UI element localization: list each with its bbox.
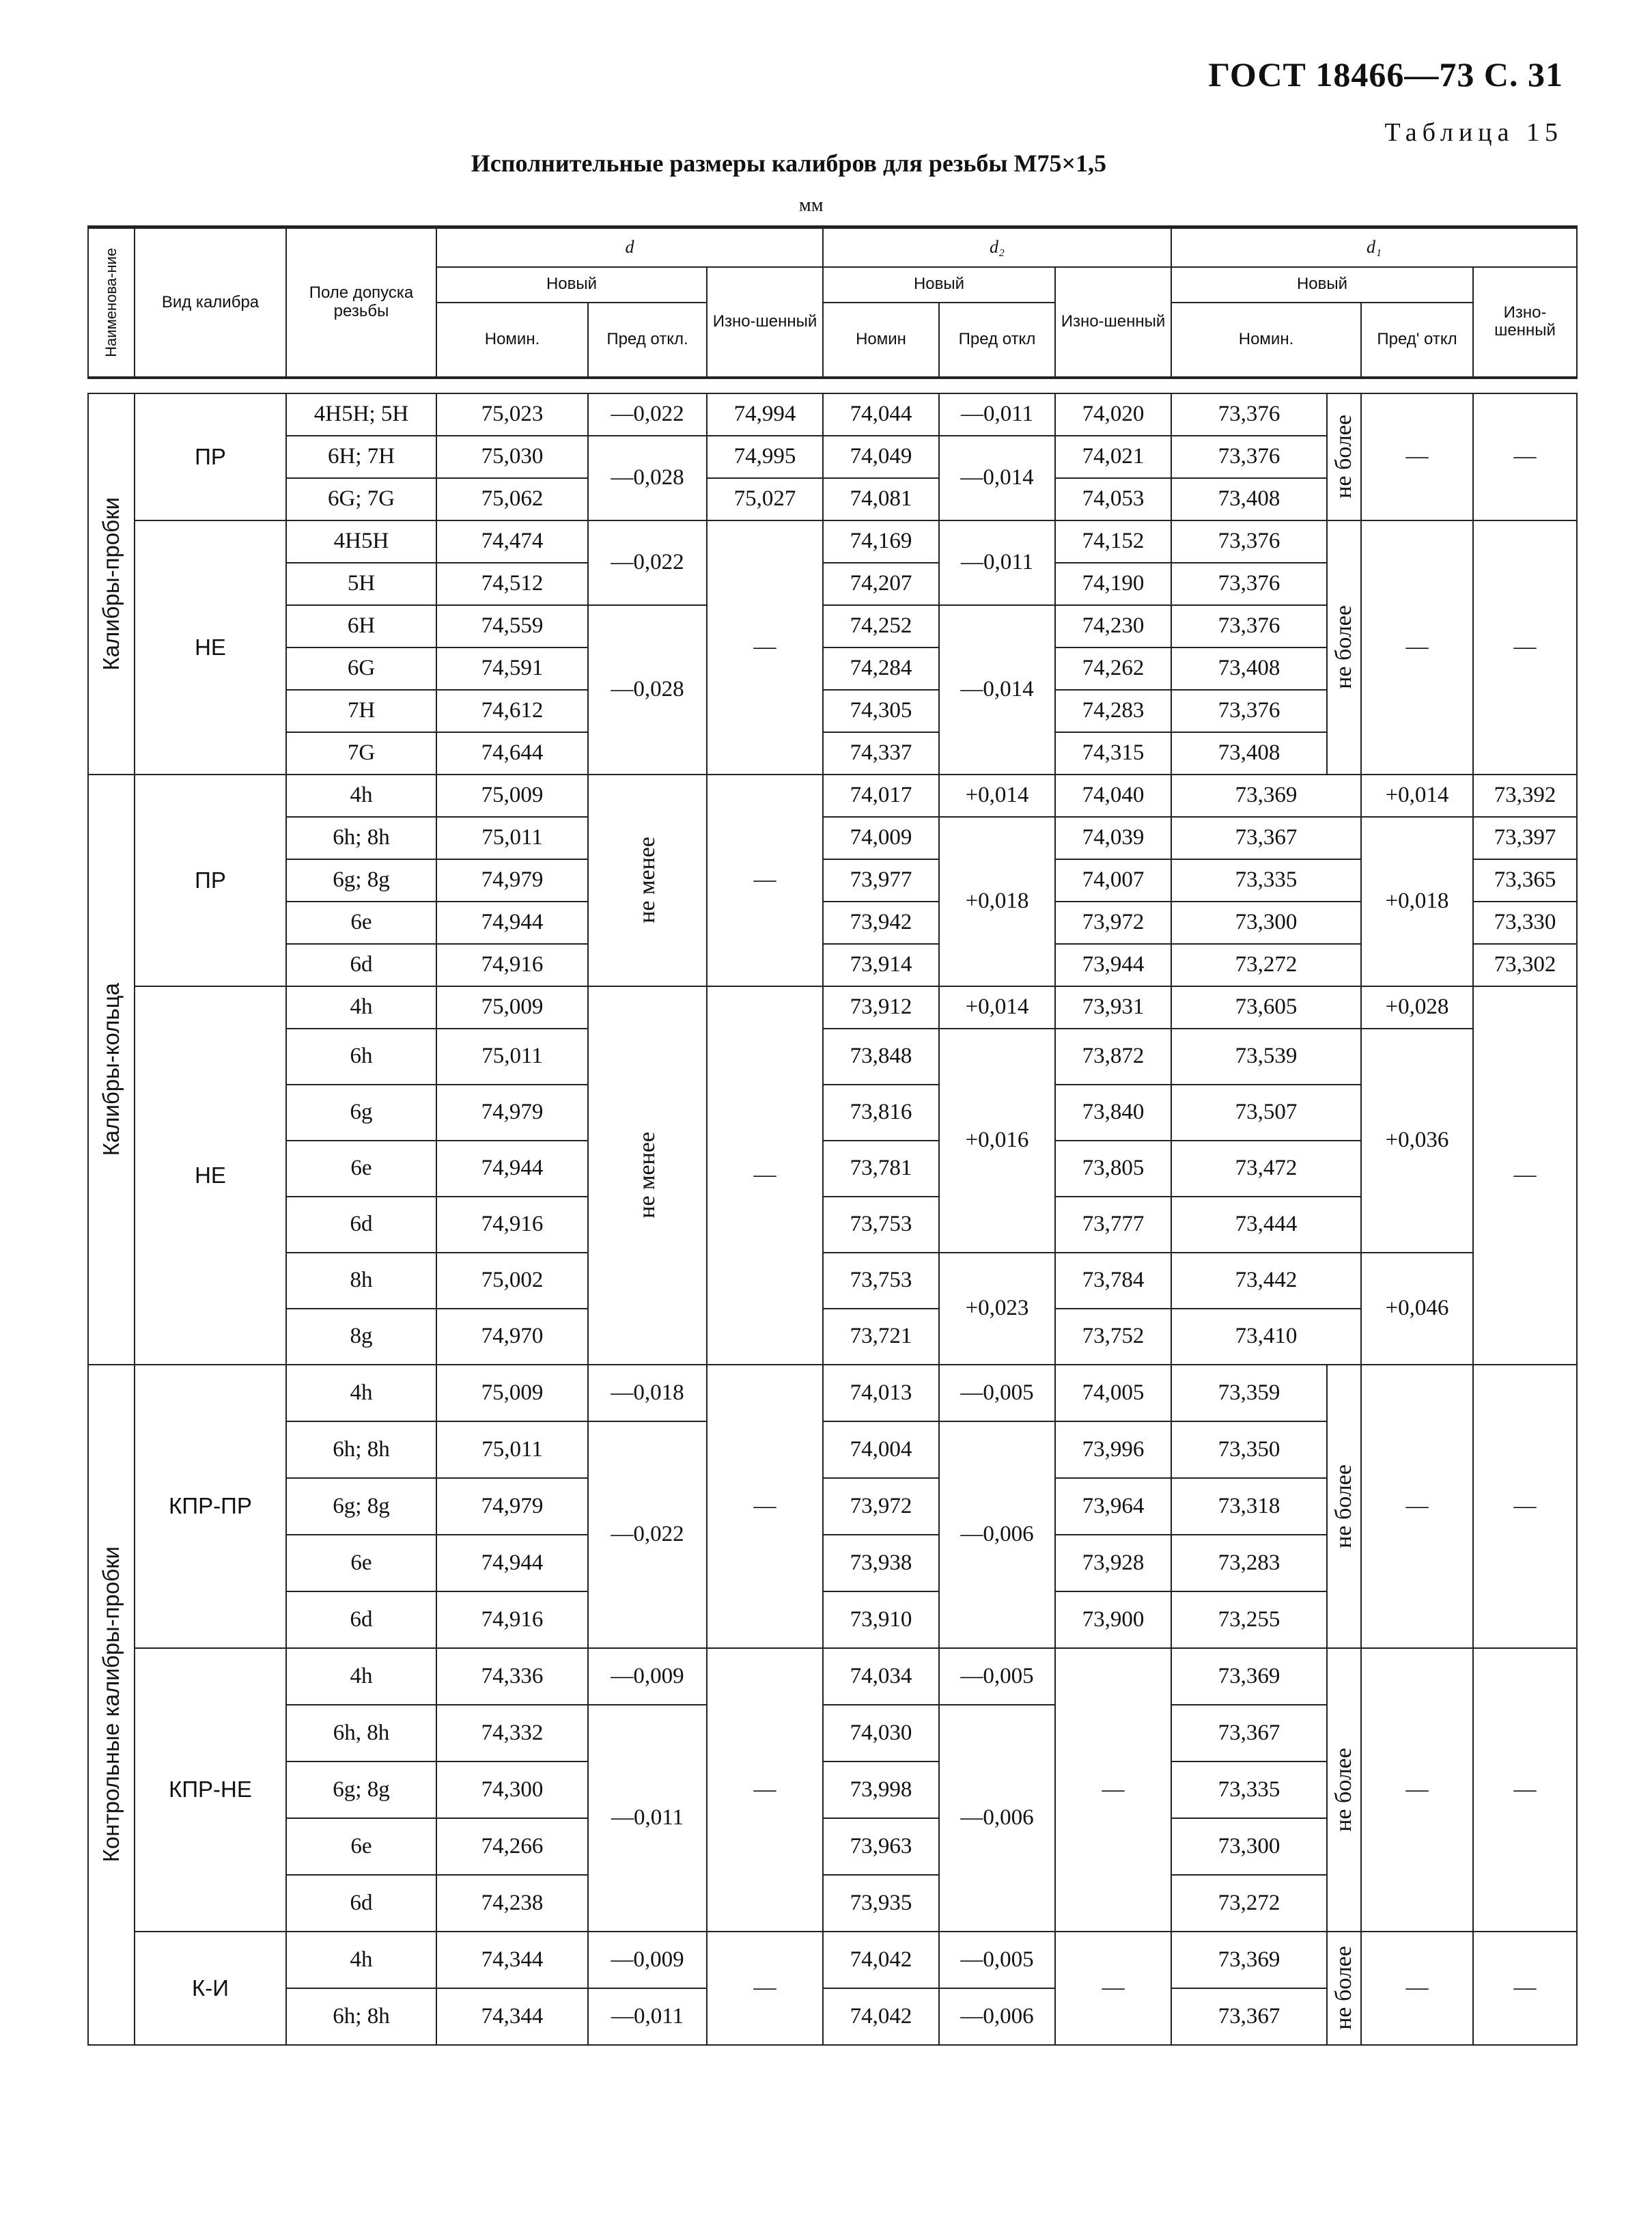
d1-worn-cell: —	[1473, 1365, 1577, 1648]
d-dev-cell: —0,009	[588, 1648, 707, 1705]
units-label: мм	[799, 195, 824, 216]
d-nom-cell: 74,944	[436, 1535, 588, 1591]
d2-nom-cell: 74,030	[823, 1705, 939, 1761]
d-nom-cell: 74,300	[436, 1761, 588, 1818]
d2-worn-cell: 74,262	[1055, 647, 1171, 690]
tolerance-cell: 4H5H; 5H	[286, 393, 436, 436]
col-d1-header: d₁	[1171, 227, 1577, 267]
d2-nom-cell: 73,942	[823, 902, 939, 944]
d2-dev-cell: —0,014	[939, 436, 1055, 520]
tolerance-cell: 6G; 7G	[286, 478, 436, 520]
d-dev-cell: —0,028	[588, 605, 707, 775]
d1-new-header: Новый	[1171, 267, 1473, 303]
tolerance-cell: 6h; 8h	[286, 1421, 436, 1478]
d2-worn-cell: 74,040	[1055, 775, 1171, 817]
d-dev-header: Пред откл.	[588, 303, 707, 378]
d-nom-cell: 75,009	[436, 775, 588, 817]
d1-worn-cell: 73,397	[1473, 817, 1577, 859]
gauge-kind: НЕ	[135, 520, 286, 775]
d2-nom-cell: 73,938	[823, 1535, 939, 1591]
d1-dev-cell: +0,036	[1361, 1029, 1473, 1253]
d2-worn-cell: 74,152	[1055, 520, 1171, 563]
d2-nom-cell: 73,972	[823, 1478, 939, 1535]
d1-nom-cell: 73,255	[1171, 1591, 1327, 1648]
d1-nom-cell: 73,335	[1171, 1761, 1327, 1818]
d-nom-cell: 75,002	[436, 1253, 588, 1309]
d-dev-cell: —0,022	[588, 393, 707, 436]
d2-nom-cell: 74,049	[823, 436, 939, 478]
tolerance-cell: 6g; 8g	[286, 1761, 436, 1818]
d-nom-cell: 75,011	[436, 1421, 588, 1478]
d-dev-cell: —0,028	[588, 436, 707, 520]
table-number: Таблица 15	[1384, 118, 1563, 147]
d2-nom-cell: 74,009	[823, 817, 939, 859]
d2-nom-cell: 73,848	[823, 1029, 939, 1085]
note-ne-bolee: не более	[1327, 1932, 1361, 2045]
d1-nom-cell: 73,359	[1171, 1365, 1327, 1421]
table-row	[88, 775, 1577, 817]
table-row	[88, 520, 1577, 563]
d2-worn-cell: —	[1055, 1648, 1171, 1932]
group-ring-gauges: Калибры-кольца	[88, 775, 135, 1365]
d2-worn-cell: 73,996	[1055, 1421, 1171, 1478]
table-row	[88, 1309, 1577, 1365]
d2-nom-cell: 74,034	[823, 1648, 939, 1705]
note-ne-menee: не менее	[588, 986, 707, 1365]
d-worn-cell: 75,027	[707, 478, 823, 520]
d-nom-cell: 74,591	[436, 647, 588, 690]
d1-dev-cell: —	[1361, 1365, 1473, 1648]
d2-worn-cell: 74,283	[1055, 690, 1171, 732]
d-worn-header: Изно-шенный	[707, 267, 823, 378]
d2-nom-cell: 73,816	[823, 1085, 939, 1141]
tolerance-cell: 4h	[286, 1648, 436, 1705]
table-row	[88, 1253, 1577, 1309]
d-worn-cell: —	[707, 986, 823, 1365]
table-row	[88, 902, 1577, 944]
d-nom-header: Номин.	[436, 303, 588, 378]
d-nom-cell: 74,916	[436, 1591, 588, 1648]
tolerance-cell: 6e	[286, 1141, 436, 1197]
d-nom-cell: 74,238	[436, 1875, 588, 1932]
d2-nom-cell: 73,963	[823, 1818, 939, 1875]
d2-nom-cell: 74,042	[823, 1988, 939, 2045]
tolerance-cell: 6H; 7H	[286, 436, 436, 478]
d2-nom-cell: 73,910	[823, 1591, 939, 1648]
d1-nom-cell: 73,335	[1171, 859, 1361, 902]
tolerance-cell: 6d	[286, 1591, 436, 1648]
d1-nom-cell: 73,539	[1171, 1029, 1361, 1085]
tolerance-cell: 4h	[286, 1365, 436, 1421]
d2-worn-cell: 74,020	[1055, 393, 1171, 436]
col-d-header: d	[436, 227, 823, 267]
d2-worn-cell: 73,900	[1055, 1591, 1171, 1648]
note-ne-menee: не менее	[588, 775, 707, 986]
d2-dev-cell: —0,005	[939, 1365, 1055, 1421]
d1-nom-cell: 73,350	[1171, 1421, 1327, 1478]
tolerance-cell: 4h	[286, 1932, 436, 1988]
d2-dev-cell: +0,018	[939, 817, 1055, 986]
tolerance-cell: 6h; 8h	[286, 817, 436, 859]
d-nom-cell: 75,062	[436, 478, 588, 520]
d2-nom-header: Номин	[823, 303, 939, 378]
d2-nom-cell: 74,044	[823, 393, 939, 436]
d1-nom-cell: 73,376	[1171, 563, 1327, 605]
tolerance-cell: 6H	[286, 605, 436, 647]
d-nom-cell: 74,512	[436, 563, 588, 605]
d2-dev-cell: +0,014	[939, 775, 1055, 817]
d1-dev-cell: +0,046	[1361, 1253, 1473, 1365]
tolerance-cell: 6d	[286, 1875, 436, 1932]
tolerance-cell: 7H	[286, 690, 436, 732]
col-tol-header: Поле допуска резьбы	[286, 227, 436, 378]
d2-worn-cell: 73,931	[1055, 986, 1171, 1029]
d1-dev-cell: +0,014	[1361, 775, 1473, 817]
d2-dev-cell: —0,005	[939, 1932, 1055, 1988]
gauge-kind: КПР-НЕ	[135, 1648, 286, 1932]
d-nom-cell: 75,030	[436, 436, 588, 478]
d2-worn-cell: 73,840	[1055, 1085, 1171, 1141]
col-kind-header: Вид калибра	[135, 227, 286, 378]
d-worn-cell: —	[707, 775, 823, 986]
table-row	[88, 393, 1577, 436]
d2-nom-cell: 74,252	[823, 605, 939, 647]
d1-worn-cell: —	[1473, 520, 1577, 775]
d-worn-cell: —	[707, 520, 823, 775]
d1-worn-cell: 73,330	[1473, 902, 1577, 944]
d2-worn-cell: 73,784	[1055, 1253, 1171, 1309]
d-worn-cell: 74,995	[707, 436, 823, 478]
d2-worn-cell: 73,964	[1055, 1478, 1171, 1535]
d2-nom-cell: 73,781	[823, 1141, 939, 1197]
d1-nom-cell: 73,410	[1171, 1309, 1361, 1365]
d1-nom-cell: 73,376	[1171, 520, 1327, 563]
d1-dev-cell: —	[1361, 1648, 1473, 1932]
d1-nom-cell: 73,367	[1171, 1988, 1327, 2045]
d2-nom-cell: 73,914	[823, 944, 939, 986]
tolerance-cell: 8g	[286, 1309, 436, 1365]
d2-nom-cell: 74,081	[823, 478, 939, 520]
d-nom-cell: 74,979	[436, 1085, 588, 1141]
d2-worn-header: Изно-шенный	[1055, 267, 1171, 378]
d-nom-cell: 75,009	[436, 1365, 588, 1421]
note-ne-bolee: не более	[1327, 393, 1361, 520]
d-nom-cell: 74,344	[436, 1988, 588, 2045]
d-nom-cell: 74,266	[436, 1818, 588, 1875]
table-row	[88, 1141, 1577, 1197]
d-dev-cell: —0,009	[588, 1932, 707, 1988]
d-nom-cell: 74,332	[436, 1705, 588, 1761]
d2-nom-cell: 74,337	[823, 732, 939, 775]
d1-nom-cell: 73,376	[1171, 393, 1327, 436]
table-row	[88, 1029, 1577, 1085]
d2-worn-cell: 74,007	[1055, 859, 1171, 902]
d-dev-cell: —0,022	[588, 520, 707, 605]
note-ne-bolee: не более	[1327, 520, 1361, 775]
d-new-header: Новый	[436, 267, 707, 303]
d-nom-cell: 74,916	[436, 944, 588, 986]
d2-new-header: Новый	[823, 267, 1055, 303]
d1-nom-cell: 73,376	[1171, 436, 1327, 478]
d-nom-cell: 74,612	[436, 690, 588, 732]
group-plug-gauges: Калибры-пробки	[88, 393, 135, 775]
d-nom-cell: 75,009	[436, 986, 588, 1029]
note-ne-bolee: не более	[1327, 1365, 1361, 1648]
tolerance-cell: 6d	[286, 1197, 436, 1253]
d-worn-cell: —	[707, 1932, 823, 2045]
d2-nom-cell: 73,753	[823, 1253, 939, 1309]
d1-nom-cell: 73,369	[1171, 1932, 1327, 1988]
d1-worn-cell: —	[1473, 986, 1577, 1365]
d-nom-cell: 74,979	[436, 1478, 588, 1535]
table-row	[88, 944, 1577, 986]
d1-nom-cell: 73,408	[1171, 732, 1327, 775]
tolerance-cell: 6e	[286, 1818, 436, 1875]
d2-dev-cell: —0,011	[939, 393, 1055, 436]
table-row	[88, 1085, 1577, 1141]
d1-worn-header: Изно-шенный	[1473, 267, 1577, 378]
d2-nom-cell: 73,977	[823, 859, 939, 902]
d2-nom-cell: 74,305	[823, 690, 939, 732]
d-nom-cell: 74,944	[436, 1141, 588, 1197]
table-title: Исполнительные размеры калибров для резьбы М75×1,5	[471, 150, 1106, 177]
d1-nom-cell: 73,300	[1171, 902, 1361, 944]
d2-nom-cell: 73,935	[823, 1875, 939, 1932]
d1-dev-header: Пред' откл	[1361, 303, 1473, 378]
d2-worn-cell: 73,872	[1055, 1029, 1171, 1085]
d2-nom-cell: 73,912	[823, 986, 939, 1029]
d-nom-cell: 74,644	[436, 732, 588, 775]
tolerance-cell: 6h, 8h	[286, 1705, 436, 1761]
note-ne-bolee: не более	[1327, 1648, 1361, 1932]
d-dev-cell: —0,011	[588, 1705, 707, 1932]
d1-nom-cell: 73,369	[1171, 775, 1361, 817]
d2-worn-cell: 74,053	[1055, 478, 1171, 520]
table-row	[88, 817, 1577, 859]
d-nom-cell: 75,023	[436, 393, 588, 436]
d2-worn-cell: 73,944	[1055, 944, 1171, 986]
d2-dev-cell: —0,006	[939, 1705, 1055, 1932]
d1-nom-cell: 73,507	[1171, 1085, 1361, 1141]
tolerance-cell: 6e	[286, 1535, 436, 1591]
d-nom-cell: 74,944	[436, 902, 588, 944]
d1-nom-cell: 73,605	[1171, 986, 1361, 1029]
d1-nom-cell: 73,283	[1171, 1535, 1327, 1591]
d1-nom-cell: 73,442	[1171, 1253, 1361, 1309]
d1-dev-cell: —	[1361, 393, 1473, 520]
d-nom-cell: 75,011	[436, 817, 588, 859]
d-worn-cell: 74,994	[707, 393, 823, 436]
d1-worn-cell: 73,392	[1473, 775, 1577, 817]
d1-dev-cell: +0,028	[1361, 986, 1473, 1029]
d1-worn-cell: —	[1473, 393, 1577, 520]
tolerance-cell: 6h; 8h	[286, 1988, 436, 2045]
tolerance-cell: 4H5H	[286, 520, 436, 563]
tolerance-cell: 7G	[286, 732, 436, 775]
gauge-kind: НЕ	[135, 986, 286, 1365]
d-nom-cell: 74,979	[436, 859, 588, 902]
d2-worn-cell: 74,315	[1055, 732, 1171, 775]
d1-nom-cell: 73,472	[1171, 1141, 1361, 1197]
d1-nom-cell: 73,408	[1171, 647, 1327, 690]
tolerance-cell: 6g; 8g	[286, 1478, 436, 1535]
d2-worn-cell: 73,928	[1055, 1535, 1171, 1591]
d2-nom-cell: 73,721	[823, 1309, 939, 1365]
d2-worn-cell: 74,190	[1055, 563, 1171, 605]
d1-nom-cell: 73,376	[1171, 605, 1327, 647]
gauge-kind: К-И	[135, 1932, 286, 2045]
table-row	[88, 1365, 1577, 1421]
table-row	[88, 1648, 1577, 1705]
d1-nom-cell: 73,272	[1171, 1875, 1327, 1932]
tolerance-cell: 5H	[286, 563, 436, 605]
gauge-kind: ПР	[135, 775, 286, 986]
table-row	[88, 986, 1577, 1029]
d2-worn-cell: 74,039	[1055, 817, 1171, 859]
tolerance-cell: 6g; 8g	[286, 859, 436, 902]
d2-worn-cell: 73,805	[1055, 1141, 1171, 1197]
d-nom-cell: 74,344	[436, 1932, 588, 1988]
d1-worn-cell: 73,302	[1473, 944, 1577, 986]
d-worn-cell: —	[707, 1365, 823, 1648]
d2-worn-cell: 74,021	[1055, 436, 1171, 478]
d2-dev-header: Пред откл	[939, 303, 1055, 378]
gauge-dimensions-table	[87, 225, 1578, 2046]
d2-dev-cell: —0,005	[939, 1648, 1055, 1705]
d1-nom-cell: 73,318	[1171, 1478, 1327, 1535]
d2-worn-cell: 73,752	[1055, 1309, 1171, 1365]
gauge-kind: ПР	[135, 393, 286, 520]
d2-worn-cell: 74,005	[1055, 1365, 1171, 1421]
d-dev-cell: —0,022	[588, 1421, 707, 1648]
d-dev-cell: —0,011	[588, 1988, 707, 2045]
d-nom-cell: 74,970	[436, 1309, 588, 1365]
d-dev-cell: —0,018	[588, 1365, 707, 1421]
page-header: ГОСТ 18466—73 С. 31	[1208, 55, 1563, 94]
d2-nom-cell: 74,013	[823, 1365, 939, 1421]
d2-nom-cell: 74,207	[823, 563, 939, 605]
table-row	[88, 1197, 1577, 1253]
d2-worn-cell: 73,972	[1055, 902, 1171, 944]
tolerance-cell: 6g	[286, 1085, 436, 1141]
d1-dev-cell: —	[1361, 520, 1473, 775]
tolerance-cell: 6h	[286, 1029, 436, 1085]
tolerance-cell: 6G	[286, 647, 436, 690]
d-nom-cell: 74,336	[436, 1648, 588, 1705]
col-name-header: Наименова-ние	[88, 227, 135, 378]
d1-dev-cell: —	[1361, 1932, 1473, 2045]
d2-nom-cell: 74,284	[823, 647, 939, 690]
tolerance-cell: 6d	[286, 944, 436, 986]
d1-nom-cell: 73,444	[1171, 1197, 1361, 1253]
tolerance-cell: 4h	[286, 775, 436, 817]
d-nom-cell: 74,474	[436, 520, 588, 563]
d2-dev-cell: +0,023	[939, 1253, 1055, 1365]
d-nom-cell: 74,559	[436, 605, 588, 647]
d-worn-cell: —	[707, 1648, 823, 1932]
d-nom-cell: 74,916	[436, 1197, 588, 1253]
d1-nom-cell: 73,376	[1171, 690, 1327, 732]
d1-dev-cell: +0,018	[1361, 817, 1473, 986]
d2-worn-cell: 73,777	[1055, 1197, 1171, 1253]
d1-worn-cell: —	[1473, 1648, 1577, 1932]
col-d2-header: d₂	[823, 227, 1171, 267]
d-nom-cell: 75,011	[436, 1029, 588, 1085]
d2-nom-cell: 74,017	[823, 775, 939, 817]
d1-nom-cell: 73,367	[1171, 1705, 1327, 1761]
table-row	[88, 859, 1577, 902]
tolerance-cell: 8h	[286, 1253, 436, 1309]
d2-nom-cell: 73,753	[823, 1197, 939, 1253]
table-row	[88, 1932, 1577, 1988]
d2-nom-cell: 73,998	[823, 1761, 939, 1818]
d2-nom-cell: 74,042	[823, 1932, 939, 1988]
tolerance-cell: 6e	[286, 902, 436, 944]
d2-worn-cell: 74,230	[1055, 605, 1171, 647]
gauge-kind: КПР-ПР	[135, 1365, 286, 1648]
d2-dev-cell: +0,016	[939, 1029, 1055, 1253]
d2-nom-cell: 74,004	[823, 1421, 939, 1478]
group-control-plug-gauges: Контрольные калибры-пробки	[88, 1365, 135, 2045]
tolerance-cell: 4h	[286, 986, 436, 1029]
d2-dev-cell: —0,006	[939, 1421, 1055, 1648]
d1-nom-cell: 73,369	[1171, 1648, 1327, 1705]
d2-dev-cell: —0,006	[939, 1988, 1055, 2045]
d2-worn-cell: —	[1055, 1932, 1171, 2045]
d1-nom-cell: 73,367	[1171, 817, 1361, 859]
d2-dev-cell: —0,011	[939, 520, 1055, 605]
d2-nom-cell: 74,169	[823, 520, 939, 563]
d1-worn-cell: —	[1473, 1932, 1577, 2045]
d2-dev-cell: —0,014	[939, 605, 1055, 775]
d1-nom-header: Номин.	[1171, 303, 1361, 378]
d1-nom-cell: 73,408	[1171, 478, 1327, 520]
d1-nom-cell: 73,300	[1171, 1818, 1327, 1875]
d1-nom-cell: 73,272	[1171, 944, 1361, 986]
d2-dev-cell: +0,014	[939, 986, 1055, 1029]
d1-worn-cell: 73,365	[1473, 859, 1577, 902]
